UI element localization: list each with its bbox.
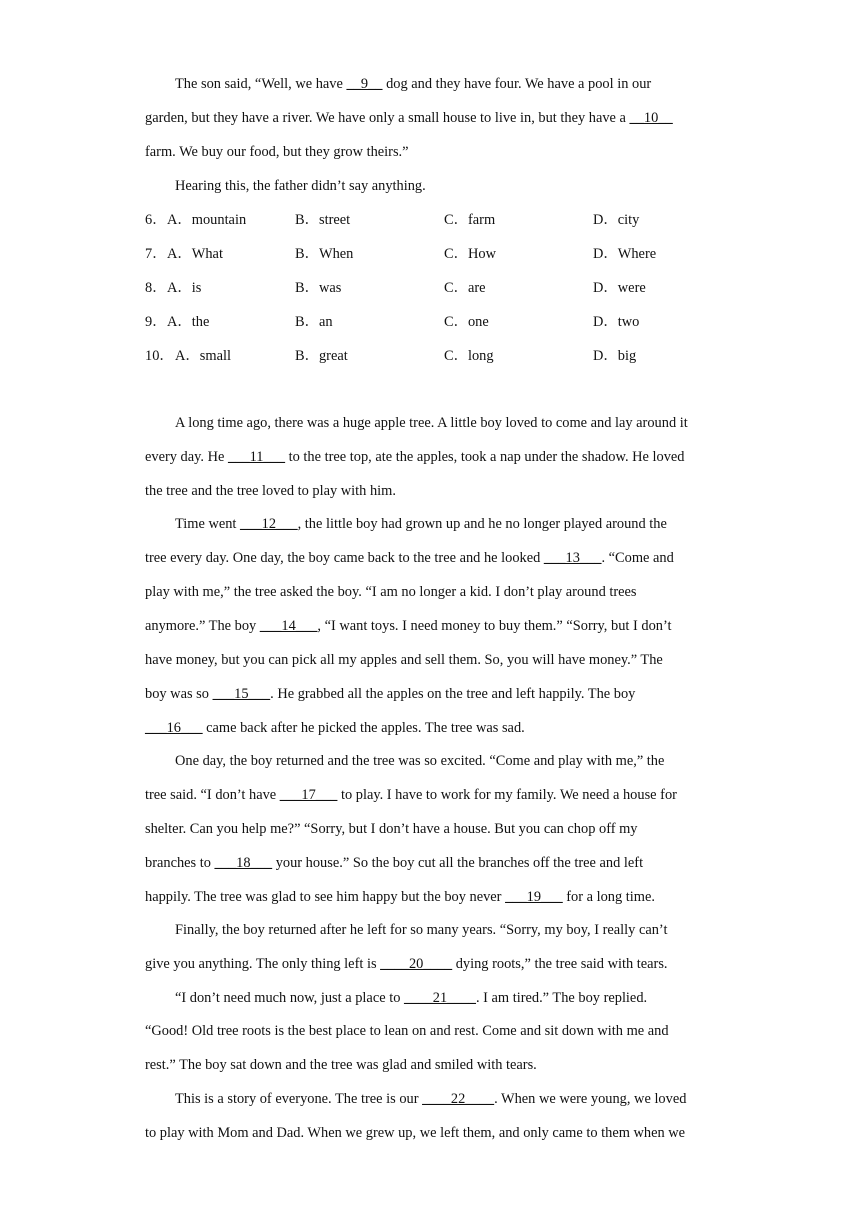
option-d[interactable]: D．two — [593, 314, 640, 330]
blank-14: ___14___ — [259, 618, 318, 634]
text-line: tree every day. One day, the boy came back to the tree and he looked ___13___. “Come and — [145, 550, 674, 566]
blank-10: __10__ — [629, 110, 673, 126]
text-line: garden, but they have a river. We have only a small house to live in, but they have a __10__ — [145, 110, 673, 126]
option-a[interactable]: A．small — [175, 348, 231, 364]
text-line: anymore.” The boy ___14___, “I want toys. I need money to buy them.” “Sorry, but I don’t — [145, 618, 672, 634]
blank-16: ___16___ — [145, 720, 203, 736]
option-b[interactable]: B．great — [295, 348, 348, 364]
blank-13: ___13___ — [543, 550, 602, 566]
option-a[interactable]: A．What — [167, 246, 223, 262]
blank-20: ____20____ — [380, 956, 453, 972]
text-line: The son said, “Well, we have __9__ dog and they have four. We have a pool in our — [175, 76, 652, 92]
blank-22: ____22____ — [422, 1091, 495, 1107]
blank-12: ___12___ — [240, 516, 298, 532]
text-line: have money, but you can pick all my apples and sell them. So, you will have money.” The — [145, 652, 663, 668]
option-c[interactable]: C．are — [444, 280, 486, 296]
text-line: to play with Mom and Dad. When we grew up, we left them, and only came to them when we — [145, 1125, 686, 1141]
text-line: give you anything. The only thing left is ____20____ dying roots,” the tree said with tears. — [145, 956, 668, 972]
document-page: The son said, “Well, we have __9__ dog and they have four. We have a pool in our garden, but they have a river. We have only a small house to live in, but they have a __10__ farm. We buy our food, but they grow theirs.” Hearing this, the father didn’t say anything. 6． A．mountain B．street C．farm D．city 7． A．What B．When C．How D．Where 8． A．is B．was C．are D．were 9． A．the B．an C．one D．two 10． A．small B．great C．long D．big A long time ago, there was a huge apple tree. A little boy loved to come and lay around it every day. He ___11___ to the tree top, ate the apples, took a nap under the shadow. He loved the tree and the tree loved to play with him. Time went ___12___, the little boy had grown up and he no longer played around the tree every day. One day, the boy came back to the tree and he looked ___13___. “Come and play with me,” the tree asked the boy. “I am no longer a kid. I don’t play around trees anymore.” The boy ___14___, “I want toys. I need money to buy them.” “Sorry, but I don’t have money, but you can pick all my apples and sell them. So, you will have money.” The boy was so ___15___. He grabbed all the apples on the tree and left happily. The boy ___16___ came back after he picked the apples. The tree was sad. One day, the boy returned and the tree was so excited. “Come and play with me,” the tree said. “I don’t have ___17___ to play. I have to work for my family. We need a house for shelter. Can you help me?” “Sorry, but I don’t have a house. But you can chop off my branches to ___18___ your house.” So the boy cut all the branches off the tree and left happily. The tree was glad to see him happy but the boy never ___19___ for a long time. Finally, the boy returned after he left for so many years. “Sorry, my boy, I really can’t give you anything. The only thing left is ____20____ dying roots,” the tree said with tears. “I don’t need much now, just a place to ____21____. I am tired.” The boy replied. “Good! Old tree roots is the best place to lean on and rest. Come and sit down with me and rest.” The boy sat down and the tree was glad and smiled with tears. This is a story of everyone. The tree is our ____22____. When we were young, we loved to play with Mom and Dad. When we grew up, we left them, and only came to them when we — [0, 0, 860, 1216]
text-line: farm. We buy our food, but they grow theirs.” — [145, 144, 409, 160]
text-line: One day, the boy returned and the tree was so excited. “Come and play with me,” the — [175, 753, 665, 769]
text-line: happily. The tree was glad to see him happy but the boy never ___19___ for a long time. — [145, 889, 655, 905]
blank-17: ___17___ — [279, 787, 338, 803]
text-line: boy was so ___15___. He grabbed all the apples on the tree and left happily. The boy — [145, 686, 636, 702]
text-line: tree said. “I don’t have ___17___ to play. I have to work for my family. We need a house for — [145, 787, 677, 803]
option-d[interactable]: D．Where — [593, 246, 657, 262]
option-d[interactable]: D．big — [593, 348, 637, 364]
option-c[interactable]: C．one — [444, 314, 489, 330]
option-b[interactable]: B．an — [295, 314, 333, 330]
blank-15: ___15___ — [212, 686, 271, 702]
option-d[interactable]: D．were — [593, 280, 646, 296]
option-c[interactable]: C．How — [444, 246, 496, 262]
option-a[interactable]: A．is — [167, 280, 202, 296]
blank-21: ____21____ — [404, 990, 476, 1006]
text-line: “I don’t need much now, just a place to ____21____. I am tired.” The boy replied. — [175, 990, 648, 1006]
text-line: ___16___ came back after he picked the apples. The tree was sad. — [145, 720, 525, 736]
option-b[interactable]: B．was — [295, 280, 342, 296]
option-d[interactable]: D．city — [593, 212, 640, 228]
option-c[interactable]: C．farm — [444, 212, 496, 228]
blank-18: ___18___ — [214, 855, 273, 871]
blank-11: ___11___ — [227, 449, 286, 465]
text-line: This is a story of everyone. The tree is our ____22____. When we were young, we loved — [175, 1091, 687, 1107]
text-line: the tree and the tree loved to play with him. — [145, 483, 396, 499]
text-line: “Good! Old tree roots is the best place to lean on and rest. Come and sit down with me and — [145, 1023, 669, 1039]
text-line: play with me,” the tree asked the boy. “I am no longer a kid. I don’t play around trees — [145, 584, 637, 600]
text-line: shelter. Can you help me?” “Sorry, but I don’t have a house. But you can chop off my — [145, 821, 638, 837]
option-a[interactable]: A．mountain — [167, 212, 247, 228]
option-c[interactable]: C．long — [444, 348, 494, 364]
option-b[interactable]: B．street — [295, 212, 351, 228]
option-b[interactable]: B．When — [295, 246, 354, 262]
option-a[interactable]: A．the — [167, 314, 210, 330]
text-line: A long time ago, there was a huge apple tree. A little boy loved to come and lay around it — [175, 415, 688, 431]
text-line: every day. He ___11___ to the tree top, ate the apples, took a nap under the shadow. He loved — [145, 449, 685, 465]
text-line: Finally, the boy returned after he left for so many years. “Sorry, my boy, I really can’t — [175, 922, 668, 938]
text-line: Hearing this, the father didn’t say anything. — [175, 178, 426, 194]
text-line: rest.” The boy sat down and the tree was glad and smiled with tears. — [145, 1057, 537, 1073]
text-line: branches to ___18___ your house.” So the boy cut all the branches off the tree and left — [145, 855, 644, 871]
blank-19: ___19___ — [505, 889, 563, 905]
text-line: Time went ___12___, the little boy had grown up and he no longer played around the — [175, 516, 667, 532]
blank-9: __9__ — [346, 76, 383, 92]
